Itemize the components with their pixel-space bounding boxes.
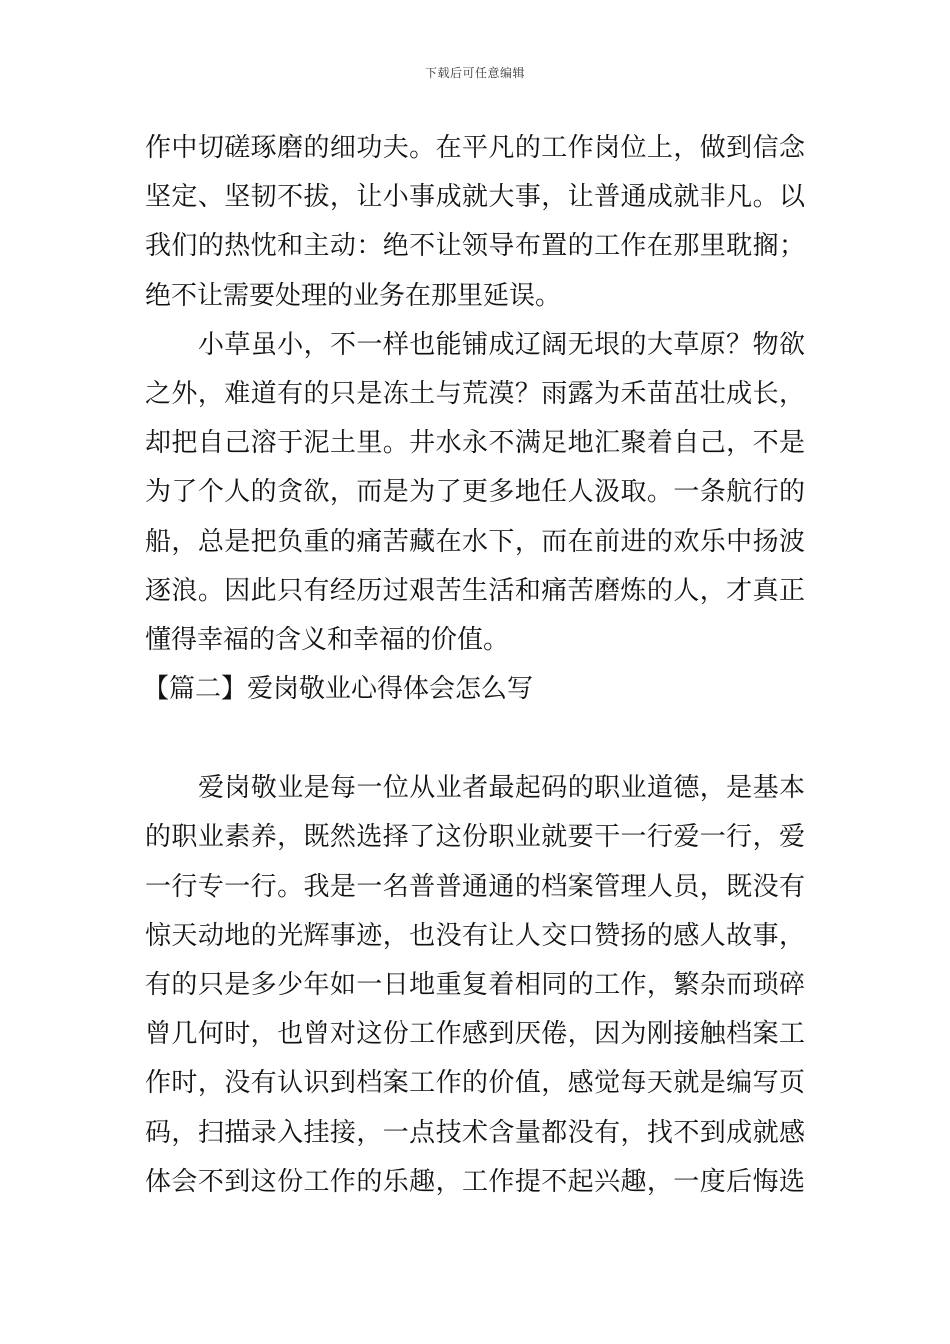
text-line: 惊天动地的光辉事迹，也没有让人交口赞扬的感人故事， xyxy=(145,920,805,951)
document-body xyxy=(145,124,805,1207)
text-line: 体会不到这份工作的乐趣，工作提不起兴趣，一度后悔选 xyxy=(145,1166,805,1197)
text-line: 为了个人的贪欲，而是为了更多地任人汲取。一条航行的 xyxy=(145,477,805,508)
paragraph-continuation xyxy=(145,124,805,321)
page-header: 下载后可任意编辑 xyxy=(424,66,525,80)
text-line: 逐浪。因此只有经历过艰苦生活和痛苦磨炼的人，才真正 xyxy=(145,575,805,606)
text-line: 我们的热忱和主动：绝不让领导布置的工作在那里耽搁； xyxy=(145,231,805,262)
section-heading: 【篇二】爱岗敬业心得体会怎么写 xyxy=(143,674,534,705)
text-line: 坚定、坚韧不拔，让小事成就大事，让普通成就非凡。以 xyxy=(145,182,805,213)
text-line: 的职业素养，既然选择了这份职业就要干一行爱一行，爱 xyxy=(145,822,805,853)
text-line: 船，总是把负重的痛苦藏在水下，而在前进的欢乐中扬波 xyxy=(145,526,805,557)
blank-line xyxy=(145,714,805,764)
text-line: 码，扫描录入挂接，一点技术含量都没有，找不到成就感 xyxy=(145,1117,805,1148)
text-line: 绝不让需要处理的业务在那里延误。 xyxy=(145,280,562,311)
text-line: 曾几何时，也曾对这份工作感到厌倦，因为刚接触档案工 xyxy=(145,1019,805,1050)
text-line: 有的只是多少年如一日地重复着相同的工作，繁杂而琐碎 xyxy=(145,970,805,1000)
text-line: 懂得幸福的含义和幸福的价值。 xyxy=(145,624,510,655)
paragraph-dedication xyxy=(145,764,805,1207)
text-line: 小草虽小，不一样也能铺成辽阔无垠的大草原？物欲 xyxy=(198,329,805,360)
text-line: 之外，难道有的只是冻土与荒漠？雨露为禾苗茁壮成长， xyxy=(145,378,805,409)
text-line: 作时，没有认识到档案工作的价值，感觉每天就是编写页 xyxy=(145,1068,805,1099)
text-line: 作中切磋琢磨的细功夫。在平凡的工作岗位上，做到信念 xyxy=(145,133,805,163)
paragraph-grass xyxy=(145,321,805,665)
text-line: 一行专一行。我是一名普普通通的档案管理人员，既没有 xyxy=(145,871,805,902)
text-line: 却把自己溶于泥土里。井水永不满足地汇聚着自己，不是 xyxy=(145,428,805,459)
text-line: 爱岗敬业是每一位从业者最起码的职业道德，是基本 xyxy=(198,773,805,804)
